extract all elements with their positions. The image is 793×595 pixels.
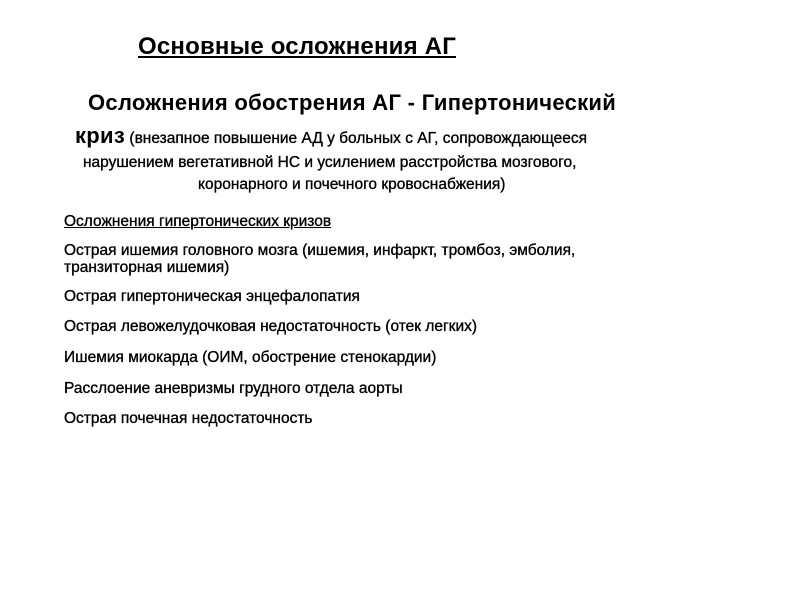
list-item-line: транзиторная ишемия) bbox=[64, 259, 230, 276]
subtitle-line-1: Осложнения обострения АГ - Гипертонический bbox=[88, 90, 617, 115]
list-item: Острая почечная недостаточность bbox=[64, 410, 313, 427]
description-line-1: нарушением вегетативной НС и усилением расстройства мозгового, bbox=[83, 154, 577, 171]
list-item-line: Острая ишемия головного мозга (ишемия, инфаркт, тромбоз, эмболия, bbox=[64, 242, 576, 259]
list-item: Острая гипертоническая энцефалопатия bbox=[64, 288, 360, 305]
list-item: Ишемия миокарда (ОИМ, обострение стенокардии) bbox=[64, 349, 437, 366]
subtitle-word: криз bbox=[75, 123, 126, 148]
list-item: Расслоение аневризмы грудного отдела аорты bbox=[64, 380, 403, 397]
list-item bbox=[64, 242, 575, 276]
list-heading: Осложнения гипертонических кризов bbox=[64, 213, 332, 230]
slide-title: Основные осложнения АГ bbox=[138, 33, 457, 60]
subtitle-paren-text: (внезапное повышение АД у больных с АГ, сопровождающееся bbox=[125, 130, 588, 147]
list-item: Острая левожелудочковая недостаточность (отек легких) bbox=[64, 318, 478, 335]
subtitle-line-2 bbox=[75, 123, 587, 149]
description-line-2: коронарного и почечного кровоснабжения) bbox=[198, 176, 506, 193]
